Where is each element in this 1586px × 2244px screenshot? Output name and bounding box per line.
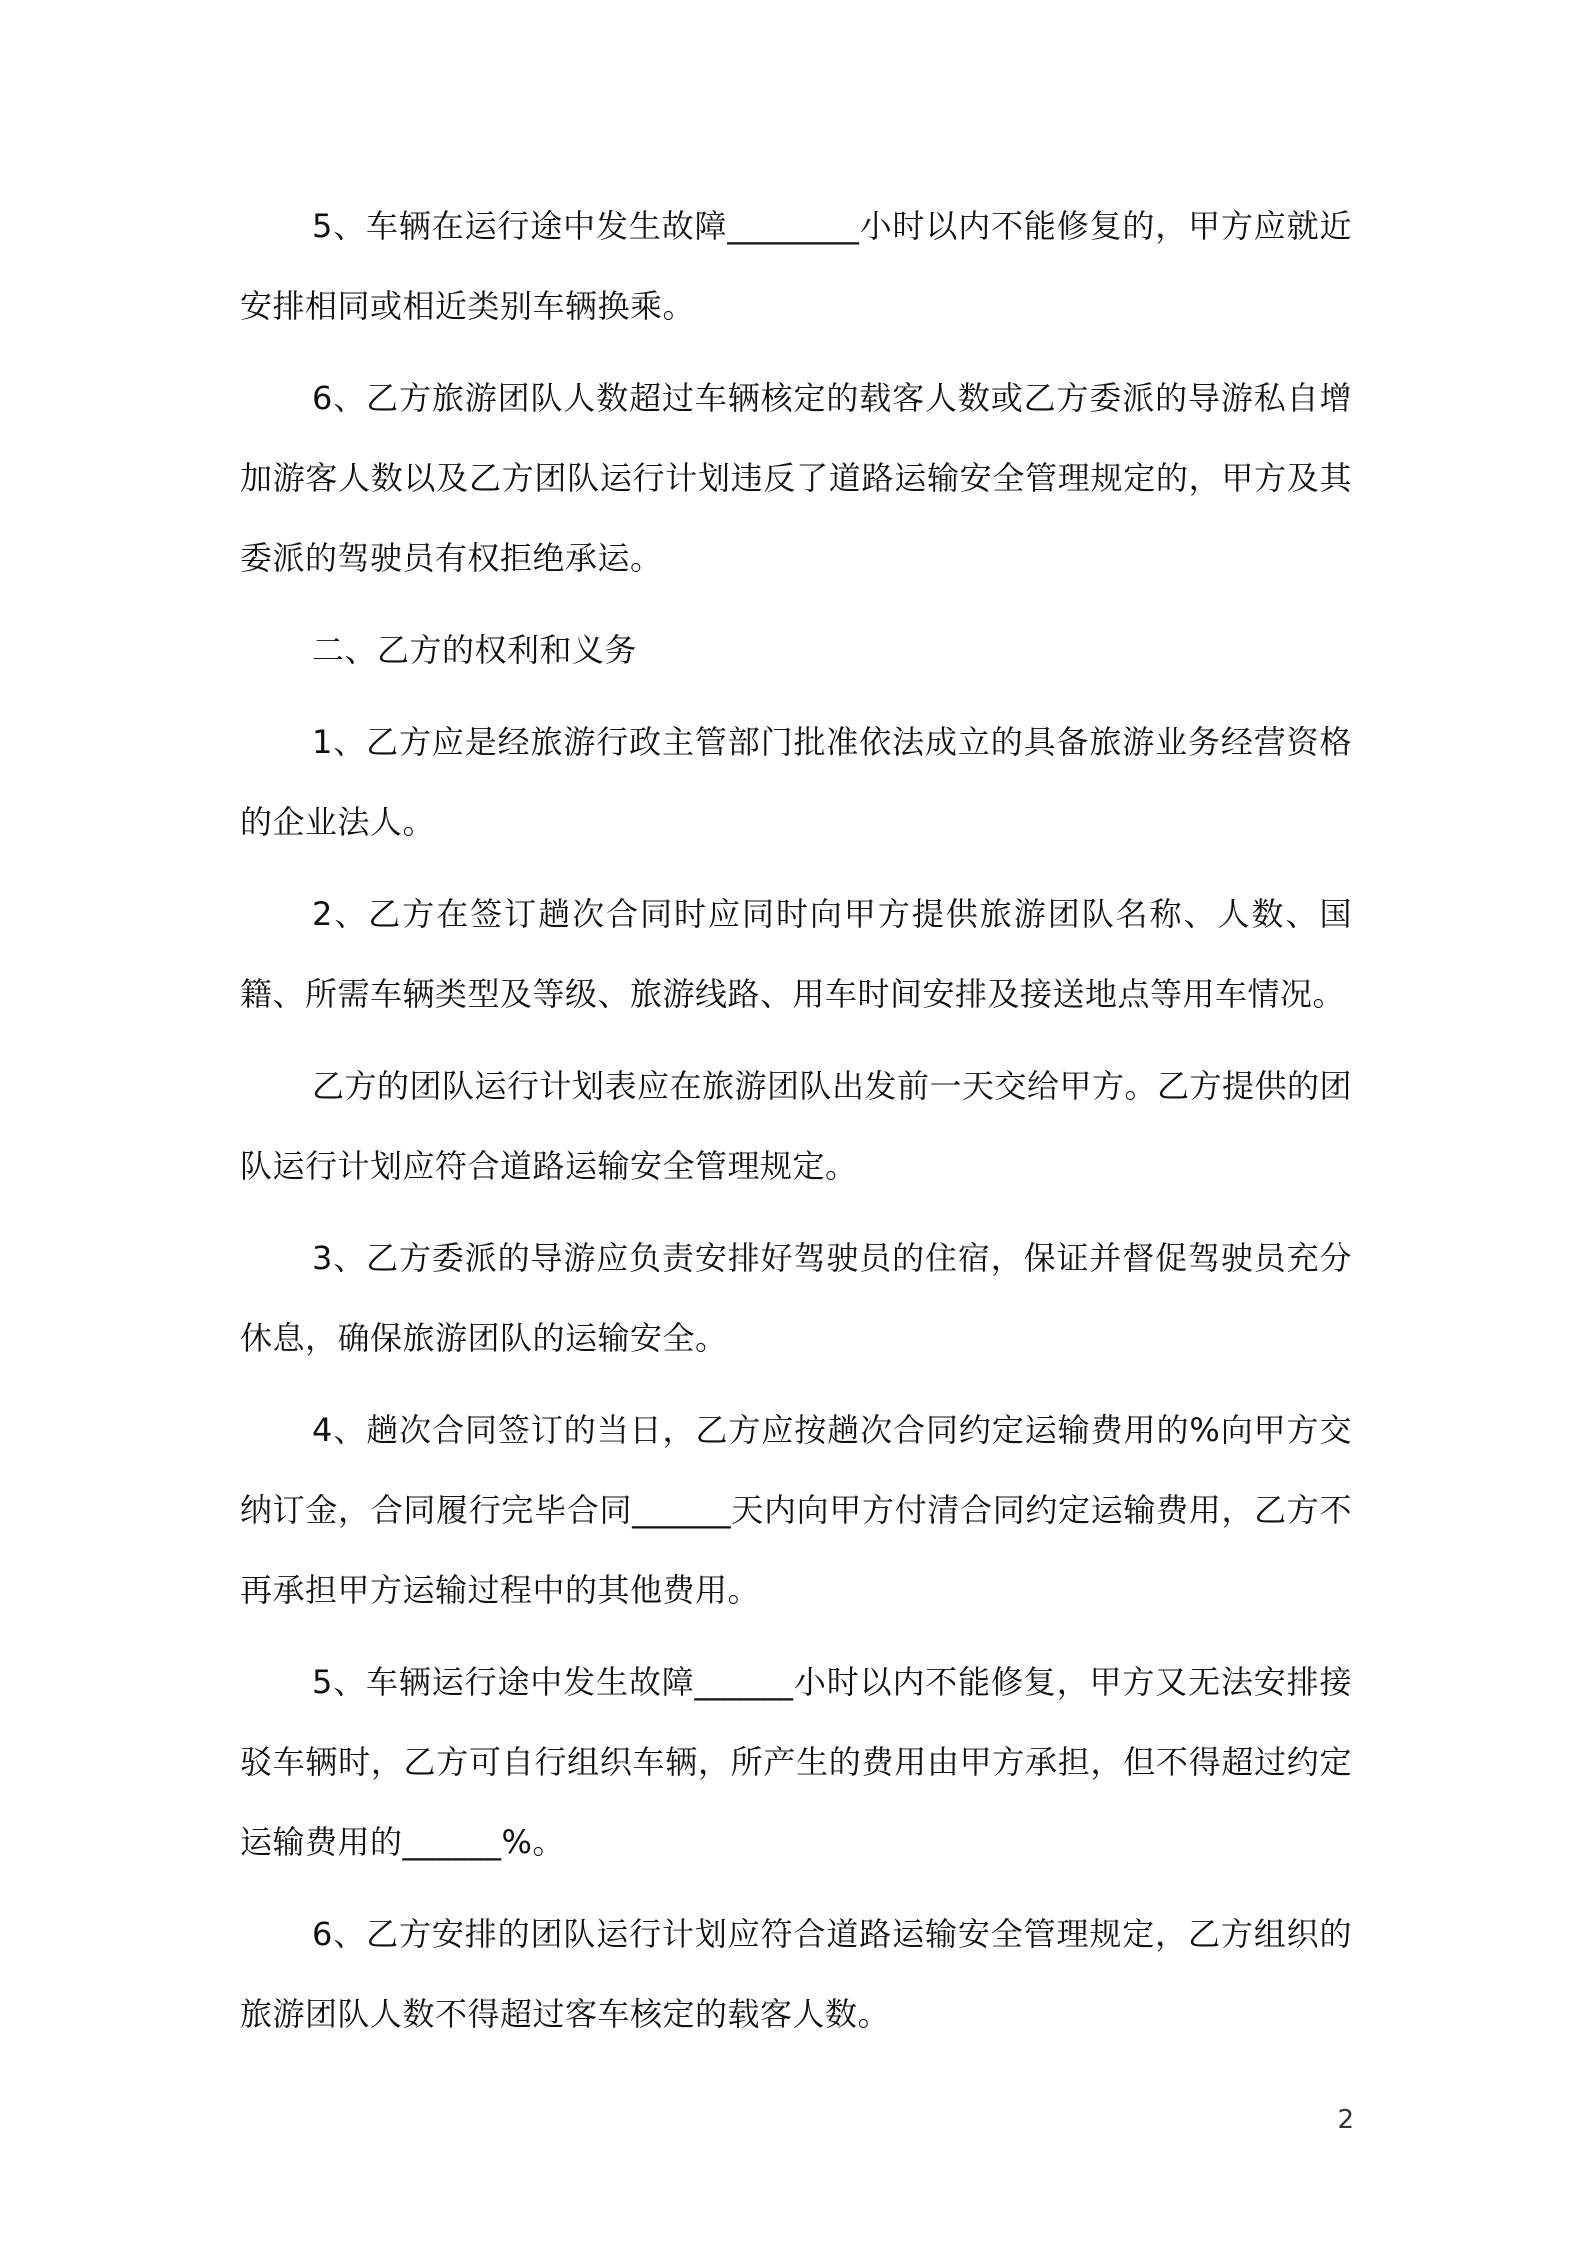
document-body [240,186,1352,2054]
clause-2-provide-info: 2、乙方在签订趟次合同时应同时向甲方提供旅游团队名称、人数、国籍、所需车辆类型及等级、旅游线路、用车时间安排及接送地点等用车情况。 [240,895,1352,1013]
clause-operation-plan: 乙方的团队运行计划表应在旅游团队出发前一天交给甲方。乙方提供的团队运行计划应符合道路运输安全管理规定。 [240,1067,1353,1185]
clause-6-passenger-limit: 6、乙方安排的团队运行计划应符合道路运输安全管理规定，乙方组织的旅游团队人数不得超过客车核定的载客人数。 [240,1915,1352,2033]
clause-4-deposit-payment: 4、趟次合同签订的当日，乙方应按趟次合同约定运输费用的%向甲方交纳订金，合同履行完毕合同______天内向甲方付清合同约定运输费用，乙方不再承担甲方运输过程中的其他费用。 [240,1411,1352,1609]
page-number: 2 [1337,2105,1354,2135]
clause-5-vehicle-breakdown: 5、车辆在运行途中发生故障________小时以内不能修复的，甲方应就近安排相同或相近类别车辆换乘。 [240,207,1352,325]
clause-3-guide-duties: 3、乙方委派的导游应负责安排好驾驶员的住宿，保证并督促驾驶员充分休息，确保旅游团队的运输安全。 [240,1239,1352,1357]
clause-5-self-arranged-vehicle: 5、车辆运行途中发生故障______小时以内不能修复，甲方又无法安排接驳车辆时，乙方可自行组织车辆，所产生的费用由甲方承担，但不得超过约定运输费用的______%。 [240,1663,1352,1861]
section-heading-party-b-rights: 二、乙方的权利和义务 [312,631,638,669]
clause-1-party-b-qualification: 1、乙方应是经旅游行政主管部门批准依法成立的具备旅游业务经营资格的企业法人。 [240,723,1352,841]
clause-6-refuse-carriage: 6、乙方旅游团队人数超过车辆核定的载客人数或乙方委派的导游私自增加游客人数以及乙方团队运行计划违反了道路运输安全管理规定的，甲方及其委派的驾驶员有权拒绝承运。 [240,379,1352,577]
